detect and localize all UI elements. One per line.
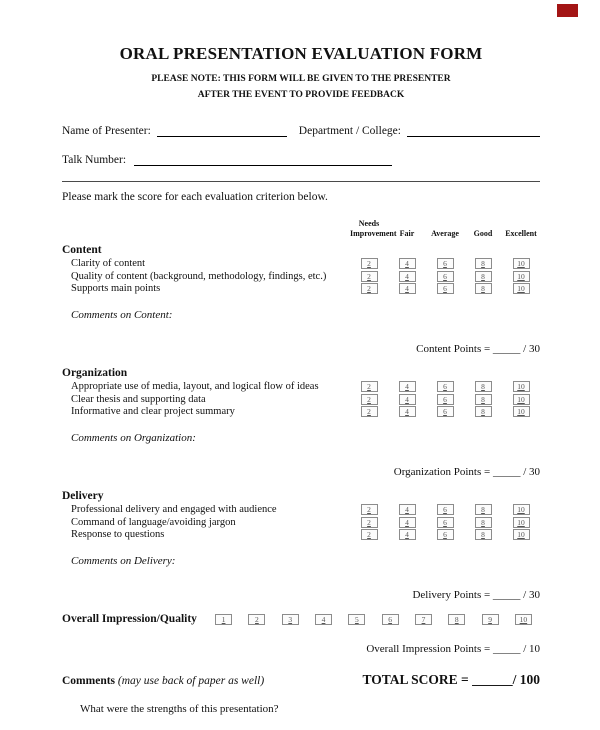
criterion-label: Clarity of content <box>71 258 146 270</box>
criterion-label: Appropriate use of media, layout, and logical flow of ideas <box>71 381 319 393</box>
comments-on-organization-label: Comments on Organization: <box>71 432 196 445</box>
subtitle-line-2: AFTER THE EVENT TO PROVIDE FEEDBACK <box>197 89 405 100</box>
score-box[interactable]: 8 <box>475 258 492 269</box>
score-header-row <box>62 219 540 239</box>
score-box[interactable]: 2 <box>361 517 378 528</box>
section-title-content: Content <box>62 244 102 257</box>
score-box[interactable]: 2 <box>361 381 378 392</box>
total-score-line: TOTAL SCORE = ______/ 100 <box>362 672 540 688</box>
overall-impression-label: Overall Impression/Quality <box>62 613 197 626</box>
score-box[interactable]: 2 <box>361 504 378 515</box>
criterion-row <box>62 271 540 282</box>
score-boxes <box>350 504 540 515</box>
comments-label: Comments <box>62 675 116 688</box>
criterion-row <box>62 406 540 417</box>
score-box[interactable]: 8 <box>475 406 492 417</box>
score-box[interactable]: 8 <box>475 381 492 392</box>
score-header-excellent: Excellent <box>505 229 537 239</box>
overall-score-box[interactable]: 1 <box>215 614 232 625</box>
presenter-input-line[interactable] <box>157 123 287 137</box>
score-box[interactable]: 4 <box>399 517 416 528</box>
section-content <box>62 244 540 355</box>
instruction-text: Please mark the score for each evaluation criterion below. <box>62 191 328 204</box>
overall-score-box[interactable]: 9 <box>482 614 499 625</box>
score-box[interactable]: 4 <box>399 394 416 405</box>
score-header-fair: Fair <box>399 229 415 239</box>
overall-score-box[interactable]: 10 <box>515 614 532 625</box>
score-boxes <box>350 517 540 528</box>
score-box[interactable]: 8 <box>475 504 492 515</box>
organization-points-line: Organization Points = _____ / 30 <box>393 466 540 479</box>
comments-on-delivery-label: Comments on Delivery: <box>71 555 176 568</box>
page-subtitle <box>62 72 540 103</box>
score-box[interactable]: 8 <box>475 517 492 528</box>
criterion-label: Clear thesis and supporting data <box>71 393 206 405</box>
score-box[interactable]: 10 <box>513 504 530 515</box>
score-box[interactable]: 4 <box>399 283 416 294</box>
department-label: Department / College: <box>298 125 401 138</box>
criterion-row <box>62 381 540 392</box>
criterion-row <box>62 283 540 294</box>
overall-score-box[interactable]: 4 <box>315 614 332 625</box>
score-header-good: Good <box>473 229 493 239</box>
score-box[interactable]: 2 <box>361 258 378 269</box>
overall-score-box[interactable]: 7 <box>415 614 432 625</box>
score-boxes <box>350 394 540 405</box>
comments-note: (may use back of paper as well) <box>117 675 265 688</box>
criterion-row <box>62 517 540 528</box>
section-organization <box>62 367 540 478</box>
score-boxes <box>350 283 540 294</box>
score-box[interactable]: 10 <box>513 258 530 269</box>
strengths-question: What were the strengths of this presentation? <box>80 703 279 716</box>
criterion-label: Command of language/avoiding jargon <box>71 516 236 528</box>
score-box[interactable]: 2 <box>361 271 378 282</box>
overall-impression-row <box>62 613 540 625</box>
comments-total-row <box>62 672 540 688</box>
section-title-delivery: Delivery <box>62 490 104 503</box>
talk-number-row <box>62 152 540 166</box>
score-box[interactable]: 10 <box>513 283 530 294</box>
score-boxes <box>350 381 540 392</box>
subtitle-line-1: PLEASE NOTE: THIS FORM WILL BE GIVEN TO THE PRESENTER <box>151 74 451 84</box>
content-points-line: Content Points = _____ / 30 <box>416 343 540 356</box>
score-box[interactable]: 6 <box>437 258 454 269</box>
delivery-points-line: Delivery Points = _____ / 30 <box>412 589 540 602</box>
score-boxes <box>350 406 540 417</box>
criterion-label: Informative and clear project summary <box>71 406 235 418</box>
overall-score-box[interactable]: 6 <box>382 614 399 625</box>
overall-score-boxes <box>207 614 540 625</box>
criterion-row <box>62 258 540 269</box>
criterion-label: Quality of content (background, methodology, findings, etc.) <box>71 270 327 282</box>
score-box[interactable]: 8 <box>475 271 492 282</box>
score-box[interactable]: 10 <box>513 271 530 282</box>
talk-number-label: Talk Number: <box>62 154 127 167</box>
score-box[interactable]: 6 <box>437 381 454 392</box>
score-box[interactable]: 10 <box>513 406 530 417</box>
score-box[interactable]: 4 <box>399 258 416 269</box>
section-divider <box>62 181 540 182</box>
corner-red-mark <box>557 4 578 17</box>
score-header-average: Average <box>431 229 459 239</box>
score-box[interactable]: 10 <box>513 529 530 540</box>
score-box[interactable]: 4 <box>399 406 416 417</box>
criterion-row <box>62 394 540 405</box>
score-boxes <box>350 258 540 269</box>
score-box[interactable]: 4 <box>399 504 416 515</box>
score-box[interactable]: 6 <box>437 504 454 515</box>
score-header-needs-improvement: Needs Improvement <box>350 219 397 239</box>
criterion-row <box>62 529 540 540</box>
criterion-label: Supports main points <box>71 283 161 295</box>
score-box[interactable]: 8 <box>475 394 492 405</box>
score-box[interactable]: 6 <box>437 394 454 405</box>
score-box[interactable]: 4 <box>399 529 416 540</box>
score-box[interactable]: 6 <box>437 529 454 540</box>
presenter-department-row <box>62 123 540 137</box>
overall-score-box[interactable]: 8 <box>448 614 465 625</box>
score-box[interactable]: 10 <box>513 381 530 392</box>
page-title: ORAL PRESENTATION EVALUATION FORM <box>119 44 483 63</box>
score-boxes <box>350 271 540 282</box>
presenter-label: Name of Presenter: <box>62 125 151 138</box>
score-box[interactable]: 8 <box>475 283 492 294</box>
score-box[interactable]: 2 <box>361 283 378 294</box>
score-box[interactable]: 2 <box>361 394 378 405</box>
score-box[interactable]: 4 <box>399 271 416 282</box>
overall-score-box[interactable]: 5 <box>348 614 365 625</box>
score-box[interactable]: 6 <box>437 406 454 417</box>
comments-heading <box>62 675 264 687</box>
talk-number-input-line[interactable] <box>134 152 392 166</box>
score-boxes <box>350 529 540 540</box>
score-box[interactable]: 8 <box>475 529 492 540</box>
overall-score-box[interactable]: 2 <box>248 614 265 625</box>
overall-score-box[interactable]: 3 <box>282 614 299 625</box>
section-delivery <box>62 490 540 601</box>
score-box[interactable]: 10 <box>513 517 530 528</box>
overall-impression-points-line: Overall Impression Points = _____ / 10 <box>366 643 540 656</box>
department-input-line[interactable] <box>407 123 540 137</box>
score-box[interactable]: 2 <box>361 406 378 417</box>
score-box[interactable]: 2 <box>361 529 378 540</box>
criterion-row <box>62 504 540 515</box>
section-title-organization: Organization <box>62 367 128 380</box>
comments-on-content-label: Comments on Content: <box>71 309 173 322</box>
score-box[interactable]: 6 <box>437 271 454 282</box>
criterion-label: Professional delivery and engaged with audience <box>71 504 277 516</box>
score-box[interactable]: 4 <box>399 381 416 392</box>
score-box[interactable]: 6 <box>437 517 454 528</box>
score-box[interactable]: 10 <box>513 394 530 405</box>
criterion-label: Response to questions <box>71 529 165 541</box>
score-box[interactable]: 6 <box>437 283 454 294</box>
